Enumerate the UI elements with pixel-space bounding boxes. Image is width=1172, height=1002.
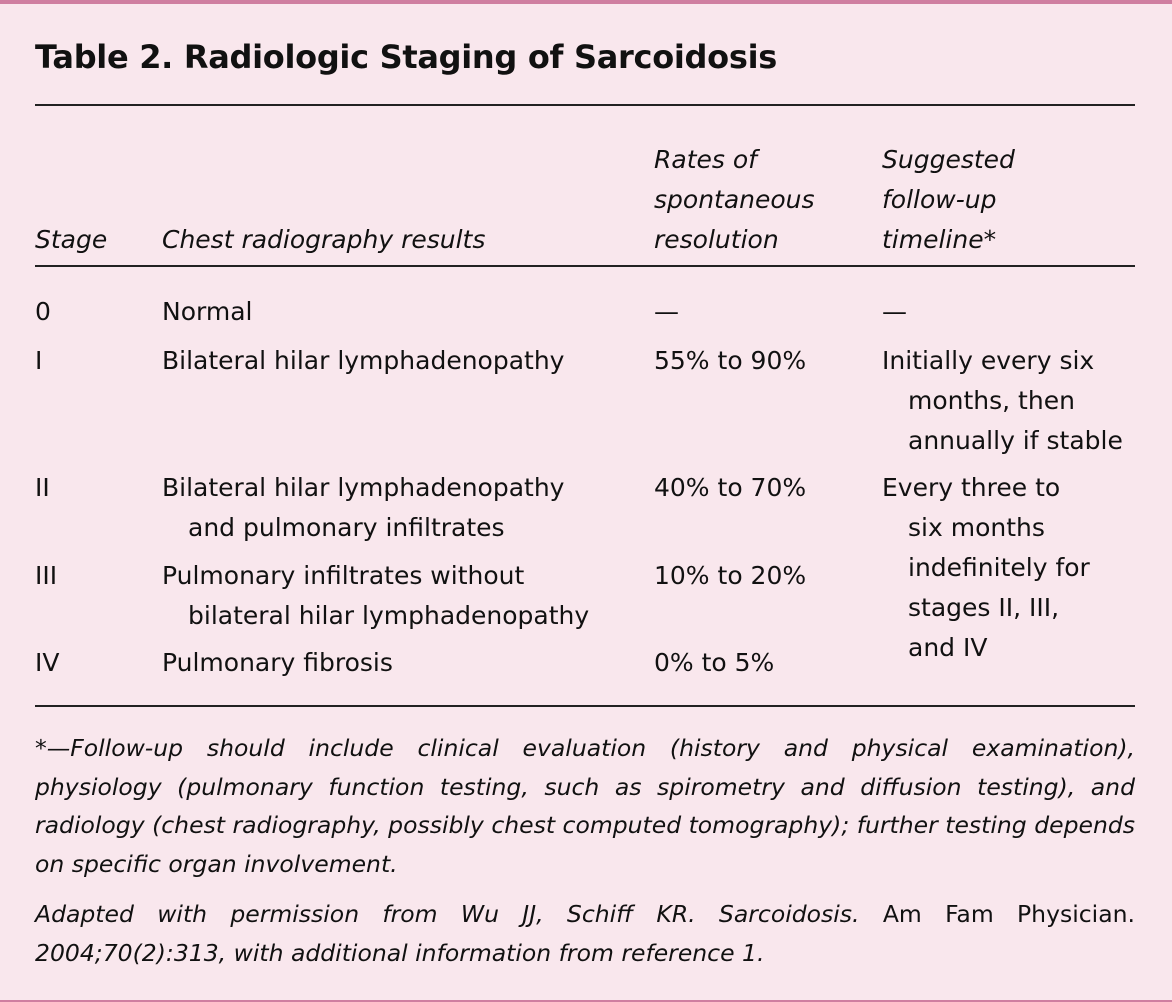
stage-cell: I [35, 346, 43, 375]
header-rates [654, 140, 815, 260]
followup-line: and IV [908, 633, 988, 662]
results-line: Bilateral hilar lymphadenopathy [162, 473, 565, 502]
results-line: bilateral hilar lymphadenopathy [188, 601, 590, 630]
header-stage: Stage [35, 225, 108, 254]
header-rates-line: spontaneous [654, 185, 815, 214]
followup-line: annually if stable [908, 426, 1123, 455]
followup-line: Every three to [882, 473, 1061, 502]
source-prefix: Adapted with permission from Wu JJ, Schiff KR. Sarcoidosis. [35, 900, 860, 928]
results-cell [162, 556, 589, 636]
followup-line: Initially every six [882, 346, 1095, 375]
followup-line: indefinitely for [908, 553, 1090, 582]
header-followup-line: timeline* [882, 225, 997, 254]
results-cell [162, 468, 564, 548]
rates-cell: 0% to 5% [654, 648, 775, 677]
shared-followup-cell [882, 468, 1090, 668]
stage-cell: 0 [35, 297, 51, 326]
rates-cell: 40% to 70% [654, 473, 807, 502]
stage-cell: II [35, 473, 50, 502]
footnote: *—Follow-up should include clinical evaluation (history and physical examination), physiology (pulmonary function testing, such as spirometry and diffusion testing), and radiology (chest radiography, possibly chest computed tomography); further testing depends on specific organ involvement. [35, 734, 1135, 878]
source-suffix: 2004;70(2):313, with additional information from reference 1. [35, 938, 765, 967]
followup-cell [882, 341, 1123, 461]
rates-cell: 10% to 20% [654, 561, 807, 590]
header-rates-line: resolution [654, 225, 779, 254]
followup-line: six months [908, 513, 1045, 542]
followup-line: months, then [908, 386, 1075, 415]
table-title: Table 2. Radiologic Staging of Sarcoidosis [35, 38, 777, 76]
source-note [35, 895, 1135, 972]
results-cell: Pulmonary fibrosis [162, 648, 393, 677]
followup-cell: — [882, 297, 907, 326]
header-followup-line: follow-up [882, 185, 997, 214]
table-bottom-divider [35, 705, 1135, 707]
header-rates-line: Rates of [654, 145, 757, 174]
rates-cell: 55% to 90% [654, 346, 807, 375]
stage-cell: IV [35, 648, 60, 677]
rates-cell: — [654, 297, 679, 326]
followup-line: stages II, III, [908, 593, 1060, 622]
results-cell: Normal [162, 297, 253, 326]
header-results: Chest radiography results [162, 225, 486, 254]
top-accent-bar [0, 0, 1172, 4]
results-cell: Bilateral hilar lymphadenopathy [162, 346, 565, 375]
header-followup-line: Suggested [882, 145, 1015, 174]
header-followup [882, 140, 1015, 260]
title-divider [35, 104, 1135, 106]
results-line: Pulmonary infiltrates without [162, 561, 525, 590]
source-journal: Am Fam Physician. [882, 900, 1135, 928]
results-line: and pulmonary infiltrates [188, 513, 505, 542]
stage-cell: III [35, 561, 58, 590]
header-divider [35, 265, 1135, 267]
